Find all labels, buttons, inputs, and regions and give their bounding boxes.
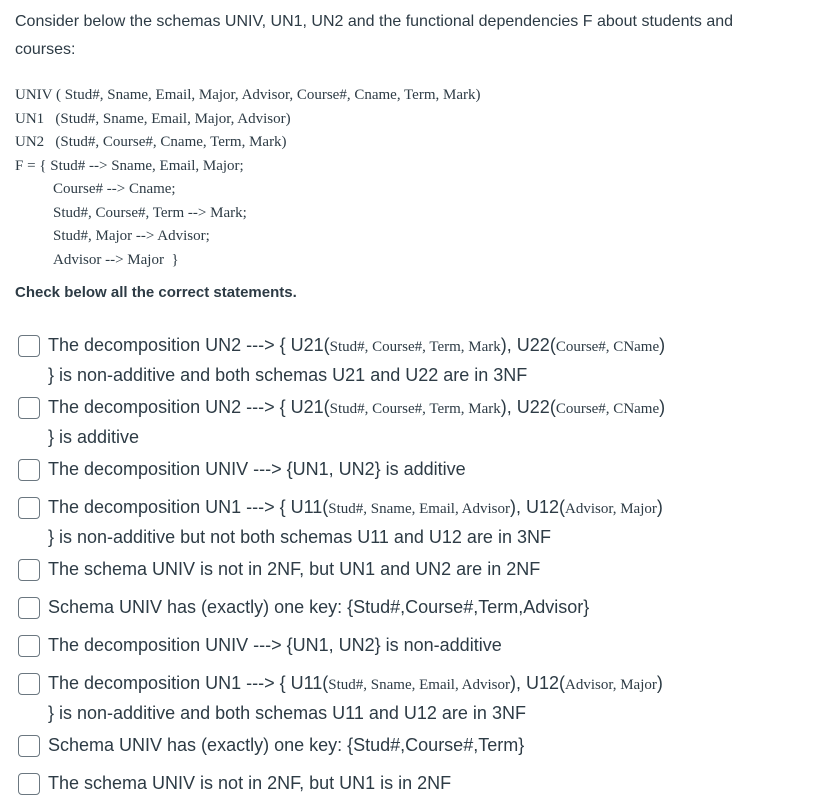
schema-univ: UNIV ( Stud#, Sname, Email, Major, Advisor, Course#, Cname, Term, Mark): [15, 87, 481, 103]
option-10-checkbox[interactable]: [18, 773, 40, 795]
option-2-checkbox[interactable]: [18, 397, 40, 419]
option-7-text: The decomposition UNIV ---> {UN1, UN2} is non-additive: [48, 635, 502, 655]
option-1-checkbox[interactable]: [18, 335, 40, 357]
option-7-checkbox[interactable]: [18, 635, 40, 657]
option-4-text: The decomposition UN1 ---> { U11(Stud#, Sname, Email, Advisor), U12(Advisor, Major) } is non-additive but not both schemas U11 and U12 are in 3NF: [48, 497, 663, 547]
option-3-checkbox[interactable]: [18, 459, 40, 481]
option-8-checkbox[interactable]: [18, 673, 40, 695]
question-intro: Consider below the schemas UNIV, UN1, UN2 and the functional dependencies F about students and courses:: [15, 13, 734, 58]
fd-line-1: F = { Stud# --> Sname, Email, Major;: [15, 157, 244, 174]
fd-line-5: Advisor --> Major }: [53, 251, 179, 268]
option-6-checkbox[interactable]: [18, 597, 40, 619]
option-8-text: The decomposition UN1 ---> { U11(Stud#, Sname, Email, Advisor), U12(Advisor, Major) } is non-additive and both schemas U11 and U12 are in 3NF: [48, 673, 663, 723]
option-3-text: The decomposition UNIV ---> {UN1, UN2} is additive: [48, 459, 466, 479]
option-9-text: Schema UNIV has (exactly) one key: {Stud#,Course#,Term}: [48, 735, 525, 755]
schema-un2: UN2 (Stud#, Course#, Cname, Term, Mark): [15, 134, 287, 150]
fd-line-3: Stud#, Course#, Term --> Mark;: [53, 204, 247, 221]
option-9-checkbox[interactable]: [18, 735, 40, 757]
option-10-text: The schema UNIV is not in 2NF, but UN1 is in 2NF: [48, 773, 452, 793]
schema-definitions: [15, 84, 480, 272]
option-5-checkbox[interactable]: [18, 559, 40, 581]
option-4-checkbox[interactable]: [18, 497, 40, 519]
instruction: Check below all the correct statements.: [15, 284, 297, 301]
option-1-text: The decomposition UN2 ---> { U21(Stud#, Course#, Term, Mark), U22(Course#, CName) } is non-additive and both schemas U21 and U22 are in 3NF: [48, 335, 666, 385]
option-5-text: The schema UNIV is not in 2NF, but UN1 and UN2 are in 2NF: [48, 559, 541, 579]
option-2-text: The decomposition UN2 ---> { U21(Stud#, Course#, Term, Mark), U22(Course#, CName) } is additive: [48, 397, 666, 447]
fd-line-2: Course# --> Cname;: [53, 181, 176, 197]
fd-line-4: Stud#, Major --> Advisor;: [53, 228, 210, 244]
schema-un1: UN1 (Stud#, Sname, Email, Major, Advisor): [15, 110, 291, 127]
option-6-text: Schema UNIV has (exactly) one key: {Stud#,Course#,Term,Advisor}: [48, 597, 590, 617]
